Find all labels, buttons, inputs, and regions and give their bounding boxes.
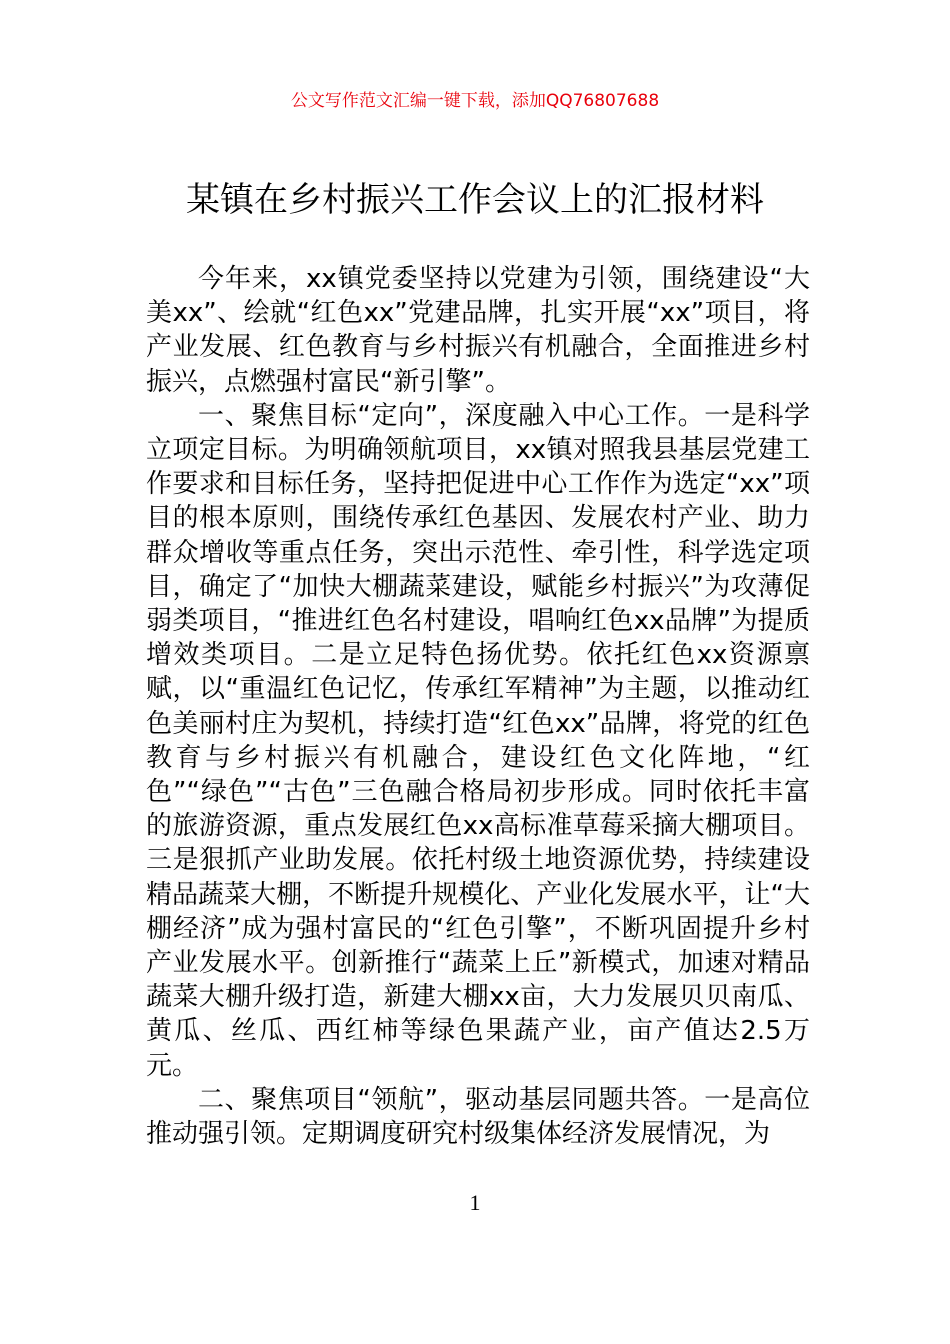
document-body bbox=[146, 262, 810, 1151]
document-title: 某镇在乡村振兴工作会议上的汇报材料 bbox=[186, 180, 764, 220]
page-number: 1 bbox=[469, 1190, 481, 1215]
paragraph-intro: 今年来，xx镇党委坚持以党建为引领，围绕建设“大美xx”、绘就“红色xx”党建品牌，扎实开展“xx”项目，将产业发展、红色教育与乡村振兴有机融合，全面推进乡村振兴，点燃强村富民“新引擎”。 bbox=[146, 264, 810, 397]
download-banner: 公文写作范文汇编一键下载，添加QQ76807688 bbox=[290, 91, 660, 111]
paragraph-section-2: 二、聚焦项目“领航”，驱动基层同题共答。一是高位推动强引领。定期调度研究村级集体经济发展情况，为 bbox=[146, 1084, 810, 1150]
paragraph-section-1: 一、聚焦目标“定向”，深度融入中心工作。一是科学立项定目标。为明确领航项目，xx镇对照我县基层党建工作要求和目标任务，坚持把促进中心工作作为选定“xx”项目的根本原则，围绕传承红色基因、发展农村产业、助力群众增收等重点任务，突出示范性、牵引性，科学选定项目，确定了“加快大棚蔬菜建设，赋能乡村振兴”为攻薄促弱类项目，“推进红色名村建设，唱响红色xx品牌”为提质增效类项目。二是立足特色扬优势。依托红色xx资源禀赋，以“重温红色记忆，传承红军精神”为主题，以推动红色美丽村庄为契机，持续打造“红色xx”品牌，将党的红色教育与乡村振兴有机融合，建设红色文化阵地，“红色”“绿色”“古色”三色融合格局初步形成。同时依托丰富的旅游资源，重点发展红色xx高标准草莓采摘大棚项目。三是狠抓产业助发展。依托村级土地资源优势，持续建设精品蔬菜大棚，不断提升规模化、产业化发展水平，让“大棚经济”成为强村富民的“红色引擎”，不断巩固提升乡村产业发展水平。创新推行“蔬菜上丘”新模式，加速对精品蔬菜大棚升级打造，新建大棚xx亩，大力发展贝贝南瓜、黄瓜、丝瓜、西红柿等绿色果蔬产业，亩产值达2.5万元。 bbox=[146, 400, 810, 1081]
